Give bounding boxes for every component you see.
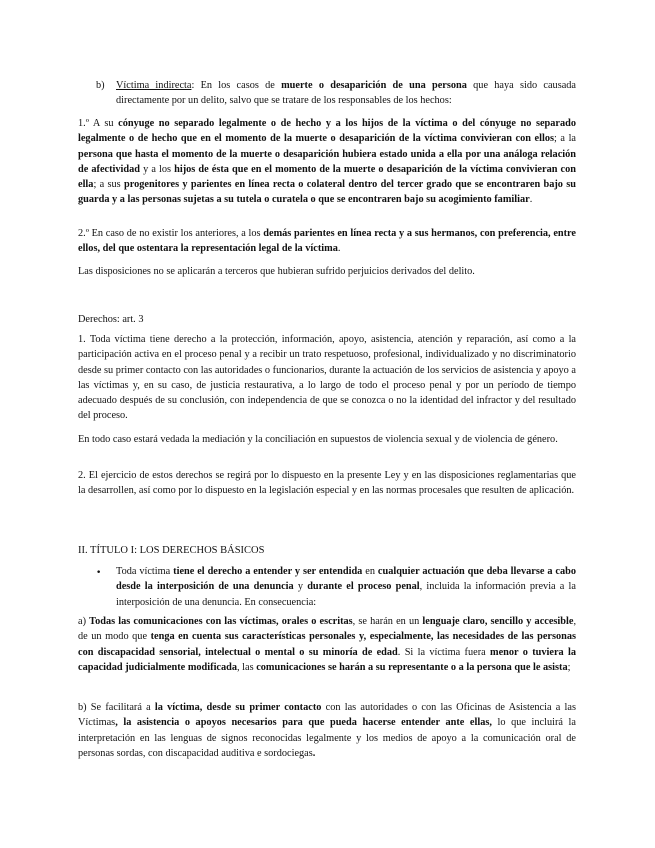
paragraph-second-degree: 2.º En caso de no existir los anteriores, a los demás parientes en línea recta y a sus hermanos, con preferencia, entre ellos, del que ostentara la representación legal de la víctima. xyxy=(78,228,576,255)
article-3-para-2: 2. El ejercicio de estos derechos se regirá por lo dispuesto en la presente Ley y en las disposiciones reglamentarias que la desarrollen, así como por lo dispuesto en la legislación especial y en las normas procesales que resulten de aplicación. xyxy=(78,470,576,497)
article-3-para-1: 1. Toda víctima tiene derecho a la protección, información, apoyo, asistencia, atención y reparación, así como a la participación activa en el proceso penal y a recibir un trato respetuoso, profesional, individualizado y no discriminatorio desde su primer contacto con las autoridades o funcionarios, durante la actuación de los servicios de asistencia y apoyo a las víctimas y, en su caso, de justicia restaurativa, a lo largo de todo el proceso penal y por un período de tiempo adecuado después de su conclusión, con independencia de que se conozca o no la identidad del infractor y del resultado del proceso. xyxy=(78,334,576,422)
article-3-mediation: En todo caso estará vedada la mediación y la conciliación en supuestos de violencia sexual y de violencia de género. xyxy=(78,434,558,445)
paragraph-first-degree: 1.º A su cónyuge no separado legalmente o de hecho y a los hijos de la víctima o del cónyuge no separado legalmente o de hecho que en el momento de la muerte o desaparición de la víctima convivieran con ellos; a la persona que hasta el momento de la muerte o desaparición hubiera estado unida a ella por una análoga relación de afectividad y a los hijos de ésta que en el momento de la muerte o desaparición de la víctima convivieran con ella; a sus progenitores y parientes en línea recta o colateral dentro del tercer grado que se encontraren bajo su guarda y a las personas sujetas a su tutela o curatela o que se encontraren bajo su acogimiento familiar. xyxy=(78,118,576,206)
item-b-indirect-victim: Víctima indirecta: En los casos de muerte o desaparición de una persona que haya sido causada directamente por un delito, salvo que se tratare de los responsables de los hechos: xyxy=(116,80,576,107)
section-heading: II. TÍTULO I: LOS DERECHOS BÁSICOS xyxy=(78,545,265,556)
bullet-right-to-understand: Toda víctima tiene el derecho a entender y ser entendida en cualquier actuación que deba llevarse a cabo desde la interposición de una denuncia y durante el proceso penal, incluida la información previa a la interposición de una denuncia. En consecuencia: xyxy=(116,566,576,608)
item-b-label: b) xyxy=(96,80,105,91)
paragraph-b-assistance: b) Se facilitará a la víctima, desde su primer contacto con las autoridades o con las Oficinas de Asistencia a las Víctimas, la asistencia o apoyos necesarios para que pueda hacerse entender ante ellas, lo que incluirá la interpretación en las lenguas de signos reconocidas legalmente y los medios de apoyo a la comunicación oral de personas sordas, con discapacidad auditiva e sordociegas. xyxy=(78,702,576,759)
bullet-marker: • xyxy=(96,568,102,578)
derechos-label: Derechos: art. 3 xyxy=(78,314,144,325)
paragraph-third-parties: Las disposiciones no se aplicarán a terceros que hubieran sufrido perjuicios derivados del delito. xyxy=(78,266,475,277)
paragraph-a-communications: a) Todas las comunicaciones con las víctimas, orales o escritas, se harán en un lenguaje claro, sencillo y accesible, de un modo que tenga en cuenta sus características personales y, especialmente, las necesidades de las personas con discapacidad sensorial, intelectual o mental o su minoría de edad. Si la víctima fuera menor o tuviera la capacidad judicialmente modificada, las comunicaciones se harán a su representante o a la persona que le asista; xyxy=(78,616,577,673)
